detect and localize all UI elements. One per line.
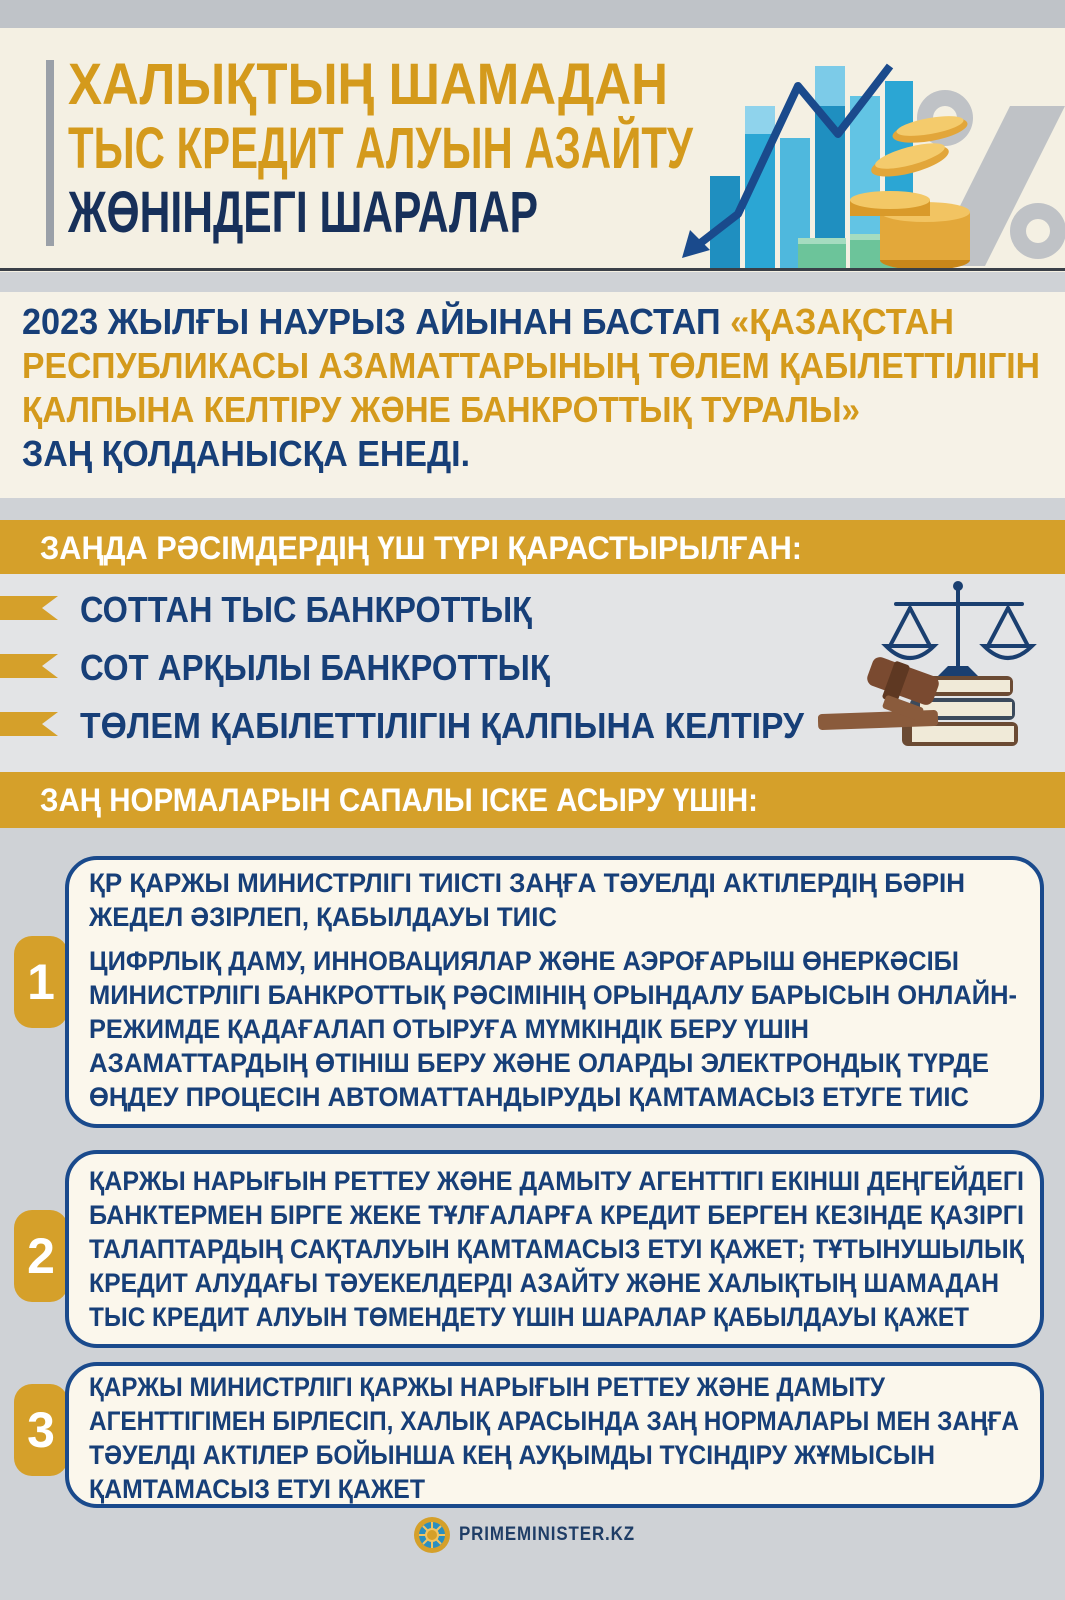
measure-3-line: ҚАРЖЫ МИНИСТРЛІГІ ҚАРЖЫ НАРЫҒЫН РЕТТЕУ ЖӘНЕ ДАМЫТУ (89, 1372, 885, 1402)
title-line-2: ТЫС КРЕДИТ АЛУЫН АЗАЙТУ (68, 116, 693, 181)
header-divider (0, 268, 1065, 271)
title-line-3: ЖӨНІНДЕГІ ШАРАЛАР (68, 180, 538, 245)
measure-2-line: ҚАРЖЫ НАРЫҒЫН РЕТТЕУ ЖӘНЕ ДАМЫТУ АГЕНТТІГІ ЕКІНШІ ДЕҢГЕЙДЕГІ (89, 1166, 1024, 1196)
intro-line-1 (22, 302, 1002, 342)
measure-1-line: АЗАМАТТАРДЫҢ ӨТІНІШ БЕРУ ЖӘНЕ ОЛАРДЫ ЭЛЕКТРОНДЫҚ ТҮРДЕ (89, 1048, 989, 1078)
measures-heading-bar (0, 772, 1065, 828)
footer-site-label: PRIMEMINISTER.KZ (459, 1524, 635, 1545)
measure-2-line: ТЫС КРЕДИТ АЛУЫН ТӨМЕНДЕТУ ҮШІН ШАРАЛАР ҚАБЫЛДАУЫ ҚАЖЕТ (89, 1302, 969, 1332)
intro-law-title-start: «ҚАЗАҚСТАН (730, 301, 954, 342)
intro-line-4: ЗАҢ ҚОЛДАНЫСҚА ЕНЕДІ. (22, 433, 470, 474)
arrow-tag-icon (0, 596, 58, 620)
procedures-heading-bar (0, 520, 1065, 576)
header-banner (0, 0, 1065, 272)
intro-section (0, 292, 1065, 498)
measure-1-line: МИНИСТРЛІГІ БАНКРОТТЫҚ РӘСІМІНІҢ ОРЫНДАЛУ БАРЫСЫН ОНЛАЙН- (89, 980, 1017, 1010)
measure-3-line: АГЕНТТІГІМЕН БІРЛЕСІП, ХАЛЫҚ АРАСЫНДА ЗАҢ НОРМАЛАРЫ МЕН ЗАҢҒА (89, 1406, 1019, 1436)
title-accent-bar (46, 60, 54, 246)
measure-1-line: РЕЖИМДЕ ҚАДАҒАЛАП ОТЫРУҒА МҮМКІНДІК БЕРУ ҮШІН (89, 1014, 809, 1044)
measure-number-3: 3 (27, 1402, 55, 1458)
measure-card-3 (65, 1362, 1044, 1508)
scales-icon (818, 578, 1048, 768)
measure-1-line: ҚР ҚАРЖЫ МИНИСТРЛІГІ ТИІСТІ ЗАҢҒА ТӘУЕЛДІ АКТІЛЕРДІҢ БӘРІН (89, 868, 965, 898)
measure-3-line: ҚАМТАМАСЫЗ ЕТУІ ҚАЖЕТ (89, 1474, 425, 1504)
measure-number-badge-2 (14, 1210, 68, 1302)
procedures-section (0, 574, 1065, 772)
measure-card-2 (65, 1150, 1044, 1348)
measure-1-line: ӨҢДЕУ ПРОЦЕСІН АВТОМАТТАНДЫРУДЫ ҚАМТАМАСЫЗ ЕТУГЕ ТИІС (89, 1082, 969, 1112)
measure-number-badge-3 (14, 1384, 68, 1476)
title-line-1: ХАЛЫҚТЫҢ ШАМАДАН (68, 52, 668, 117)
measure-1-line: ЖЕДЕЛ ӘЗІРЛЕП, ҚАБЫЛДАУЫ ТИІС (89, 902, 557, 932)
procedure-item-1: СОТТАН ТЫС БАНКРОТТЫҚ (80, 589, 532, 630)
intro-line-2: РЕСПУБЛИКАСЫ АЗАМАТТАРЫНЫҢ ТӨЛЕМ ҚАБІЛЕТТІЛІГІН (22, 345, 1040, 386)
procedure-item-3: ТӨЛЕМ ҚАБІЛЕТТІЛІГІН ҚАЛПЫНА КЕЛТІРУ (80, 705, 804, 746)
arrow-tag-icon (0, 654, 58, 678)
procedures-heading: ЗАҢДА РӘСІМДЕРДІҢ ҮШ ТҮРІ ҚАРАСТЫРЫЛҒАН: (40, 530, 802, 566)
emblem-icon (413, 1516, 451, 1554)
measure-card-1 (65, 856, 1044, 1128)
header-top-strip (0, 0, 1065, 28)
measure-1-line: ЦИФРЛЫҚ ДАМУ, ИННОВАЦИЯЛАР ЖӘНЕ АЭРОҒАРЫШ ӨНЕРКӘСІБІ (89, 946, 959, 976)
intro-date-text: 2023 ЖЫЛҒЫ НАУРЫЗ АЙЫНАН БАСТАП (22, 301, 721, 342)
intro-line-3: ҚАЛПЫНА КЕЛТІРУ ЖӘНЕ БАНКРОТТЫҚ ТУРАЛЫ» (22, 389, 860, 430)
measure-2-line: КРЕДИТ АЛУДАҒЫ ТӘУЕКЕЛДЕРДІ АЗАЙТУ ЖӘНЕ ХАЛЫҚТЫҢ ШАМАДАН (89, 1268, 999, 1298)
measure-2-line: ТАЛАПТАРДЫҢ САҚТАЛУЫН ҚАМТАМАСЫЗ ЕТУІ ҚАЖЕТ; ТҰТЫНУШЫЛЫҚ (89, 1234, 1024, 1264)
procedure-item-2: СОТ АРҚЫЛЫ БАНКРОТТЫҚ (80, 647, 550, 688)
measure-number-2: 2 (27, 1228, 55, 1284)
gavel-icon (818, 655, 941, 730)
measure-2-line: БАНКТЕРМЕН БІРГЕ ЖЕКЕ ТҰЛҒАЛАРҒА КРЕДИТ БЕРГЕН КЕЗІНДЕ ҚАЗІРГІ (89, 1200, 1024, 1230)
measure-number-1: 1 (27, 954, 55, 1010)
measure-3-line: ТӘУЕЛДІ АКТІЛЕР БОЙЫНША КЕҢ АУҚЫМДЫ ТҮСІНДІРУ ЖҰМЫСЫН (89, 1440, 935, 1470)
measure-number-badge-1 (14, 936, 68, 1028)
measures-heading: ЗАҢ НОРМАЛАРЫН САПАЛЫ ІСКЕ АСЫРУ ҮШІН: (40, 782, 758, 818)
chart-arrow-icon (680, 26, 1065, 270)
arrow-tag-icon (0, 712, 58, 736)
